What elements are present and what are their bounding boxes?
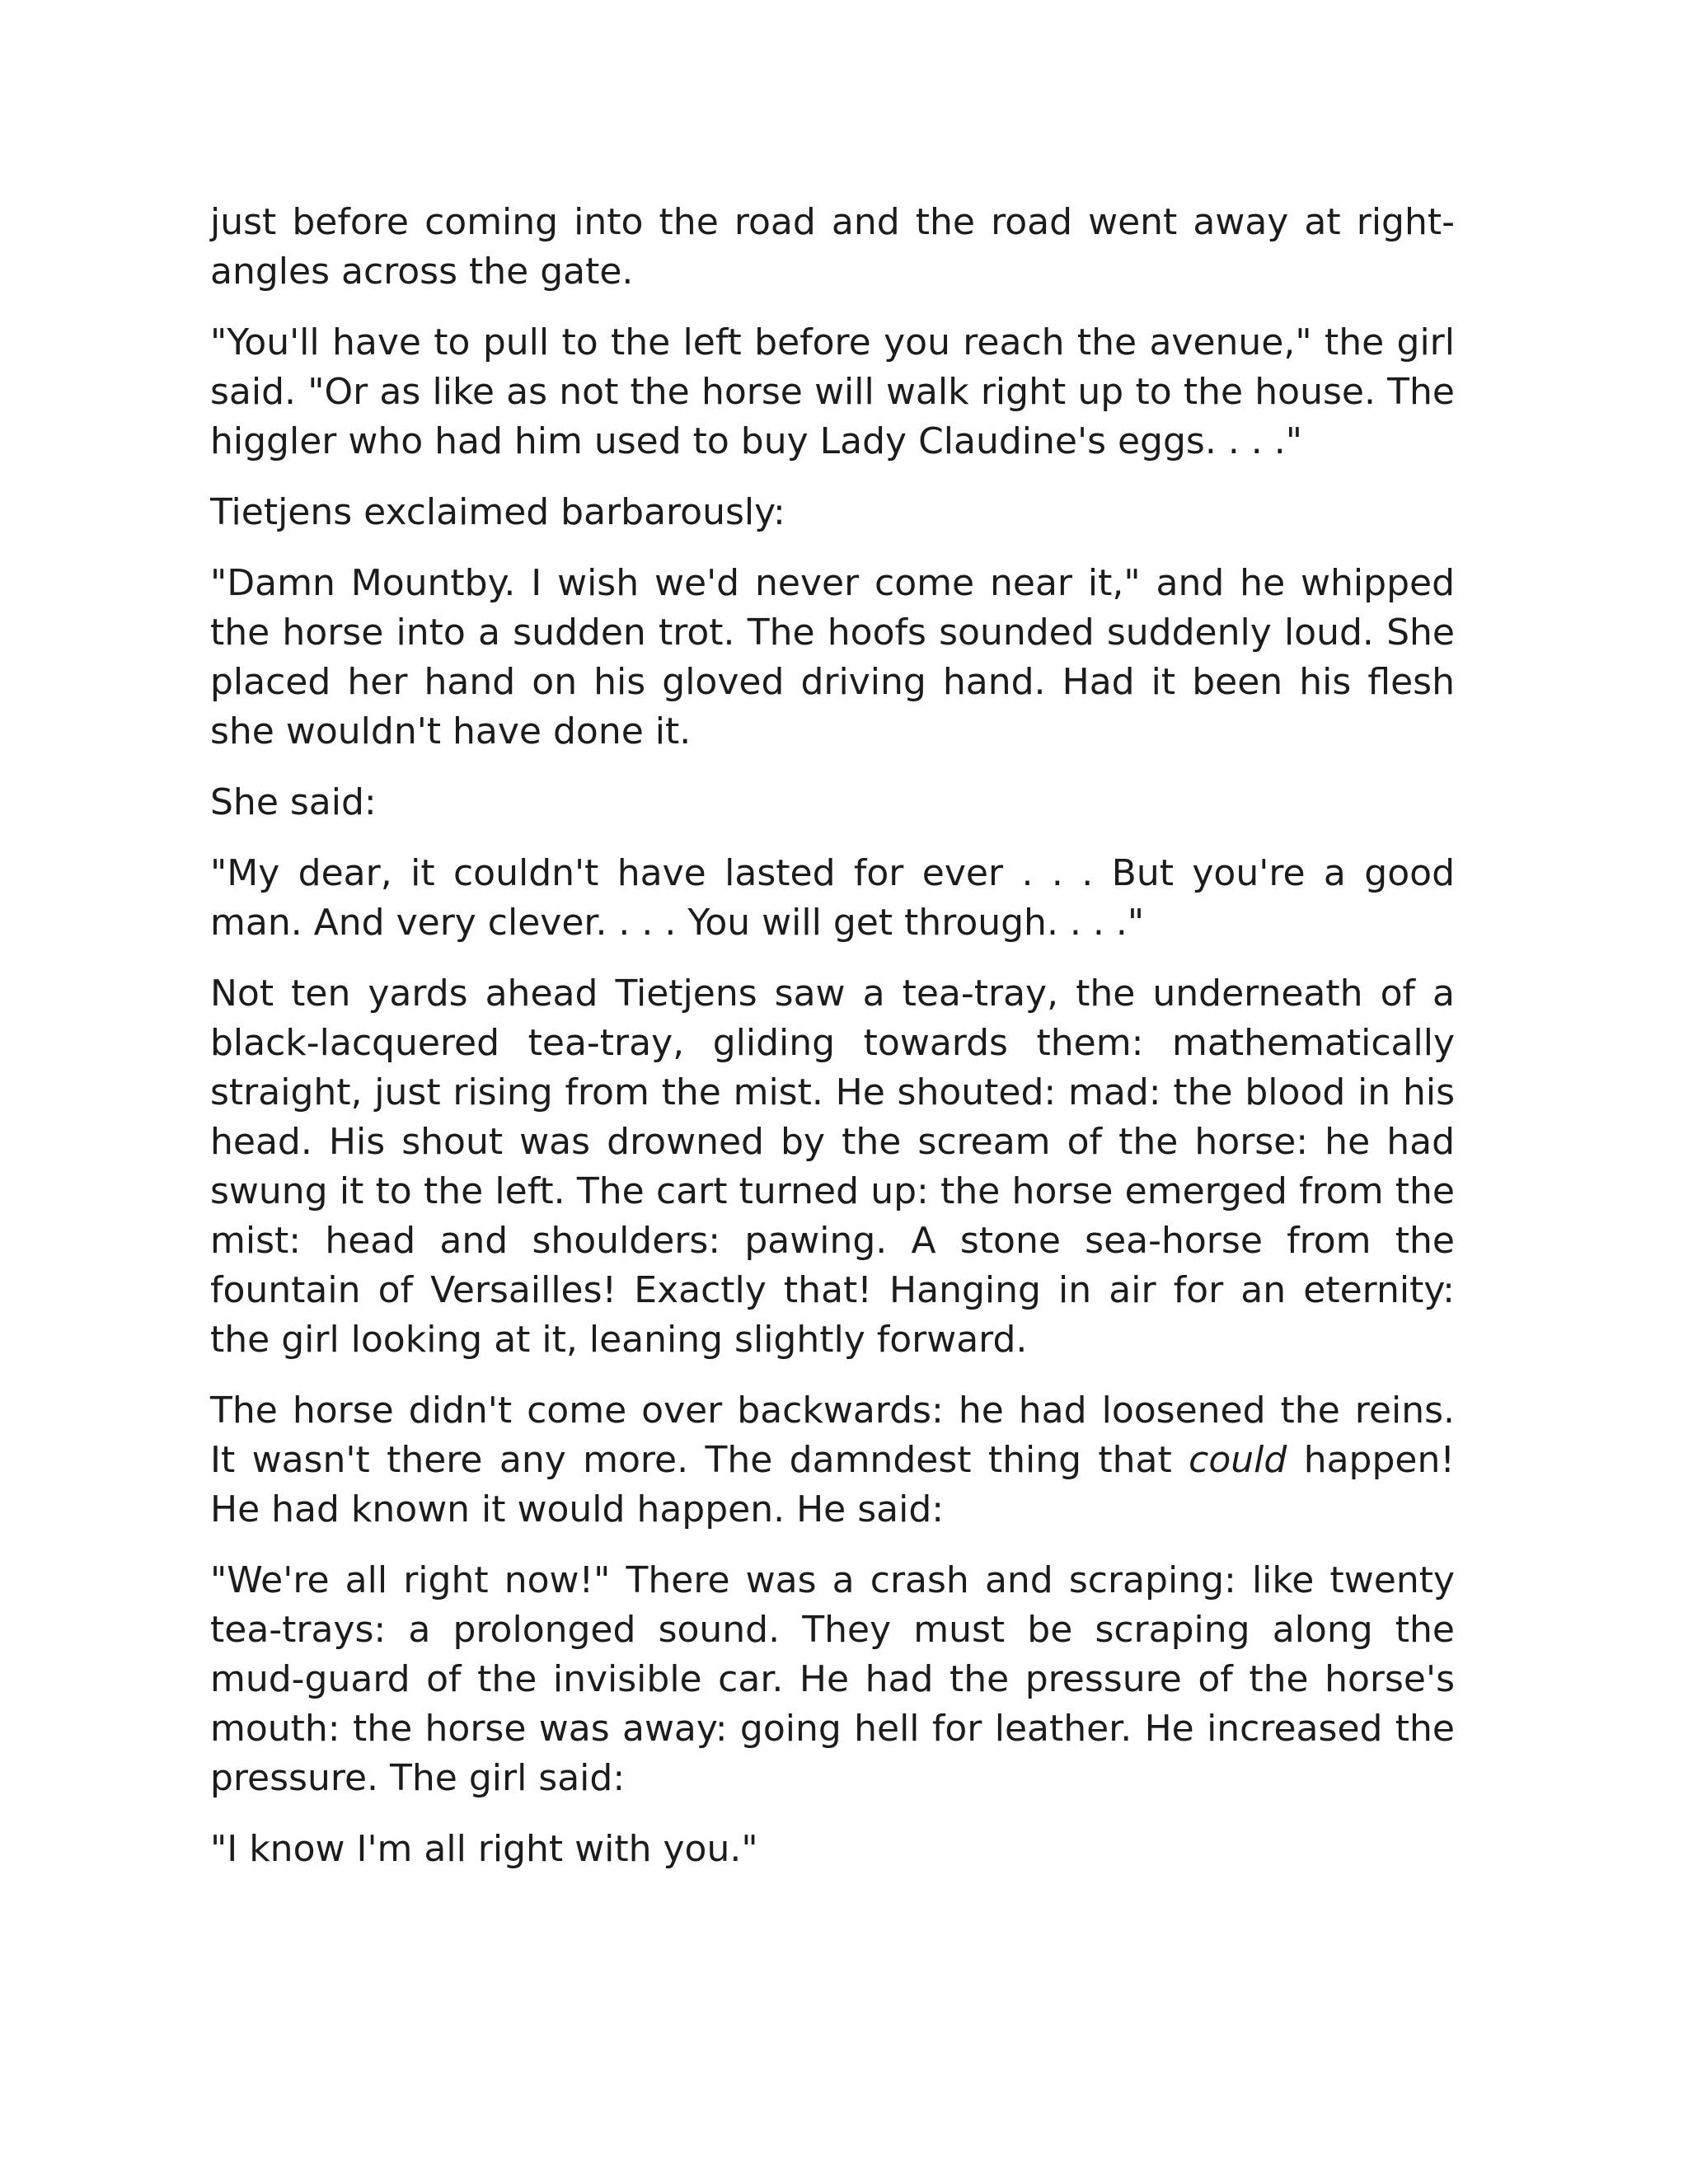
paragraph-7: Not ten yards ahead Tietjens saw a tea-tray, the underneath of a black-lacquered tea-tray, gliding towards them: mathematically straight, just rising from the mist. He shouted: mad: the blood in his head. His shout was drowned by the scream of the horse: he had swung it to the left. The cart turned up: the horse emerged from the mist: head and shoulders: pawing. A stone sea-horse from the fountain of Versailles! Exactly that! Hanging in air for an eternity: the girl looking at it, leaning slightly forward.: [210, 972, 1455, 1361]
paragraph-2: "You'll have to pull to the left before you reach the avenue," the girl said. "Or as like as not the horse will walk right up to the house. The higgler who had him used to buy Lady Claudine's eggs. . . .": [210, 321, 1455, 462]
paragraph-1: just before coming into the road and the road went away at right-angles across the gate.: [210, 201, 1455, 293]
paragraph-10: "I know I'm all right with you.": [210, 1828, 758, 1870]
paragraph-8-after: happen! He had known it would happen. He said:: [210, 1439, 1455, 1530]
paragraph-8-emphasis: could: [1189, 1439, 1287, 1481]
paragraph-9: "We're all right now!" There was a crash and scraping: like twenty tea-trays: a prolonged sound. They must be scraping along the mud-guard of the invisible car. He had the pressure of the horse's mouth: the horse was away: going hell for leather. He increased the pressure. The girl said:: [210, 1559, 1455, 1799]
page-body: [210, 198, 1455, 1896]
paragraph-5: She said:: [210, 781, 377, 823]
paragraph-8: [210, 1386, 1455, 1535]
paragraph-4: "Damn Mountby. I wish we'd never come near it," and he whipped the horse into a sudden trot. The hoofs sounded suddenly loud. She placed her hand on his gloved driving hand. Had it been his flesh she wouldn't have done it.: [210, 562, 1455, 752]
paragraph-8-before: The horse didn't come over backwards: he had loosened the reins. It wasn't there any more. The damndest thing that: [210, 1390, 1455, 1481]
paragraph-6: "My dear, it couldn't have lasted for ever . . . But you're a good man. And very clever. . . . You will get through. . . .": [210, 852, 1455, 944]
paragraph-3: Tietjens exclaimed barbarously:: [210, 491, 785, 533]
